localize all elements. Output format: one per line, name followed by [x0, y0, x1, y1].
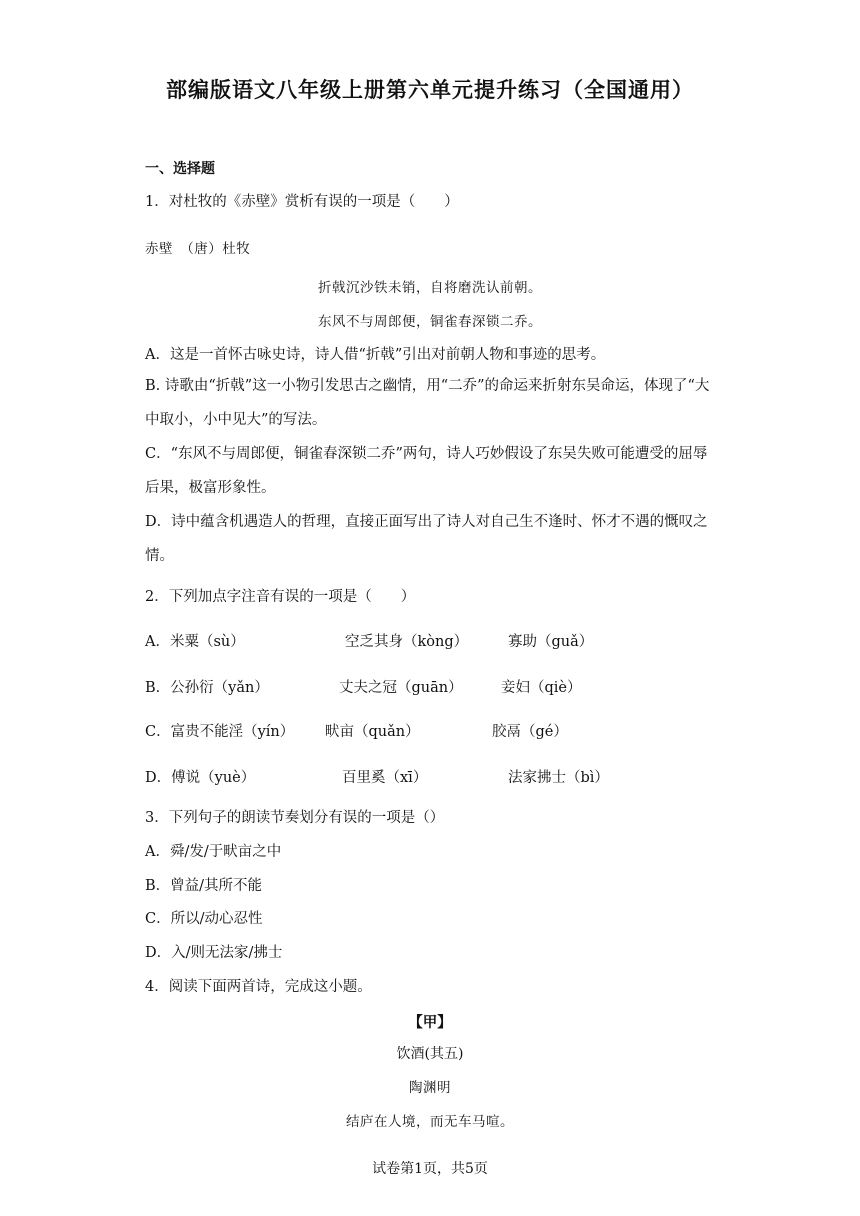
poem-title: 饮酒(其五): [396, 1046, 464, 1062]
q3-option-c: C．所以/动心忍性: [145, 911, 263, 927]
poem-line-1: 折戟沉沙铁未销，自将磨洗认前朝。: [318, 280, 542, 296]
q3-option-b: B．曾益/其所不能: [145, 878, 263, 894]
q1-option-a: A．这是一首怀古咏史诗，诗人借“折戟”引出对前朝人物和事迹的思考。: [145, 347, 606, 363]
q2-d-item-1: D．傅说（yuè）: [145, 770, 256, 786]
q1-option-c: C．“东风不与周郎便，铜雀春深锁二乔”两句，诗人巧妙假设了东吴失败可能遭受的屈辱后果，极富形象性。: [145, 446, 708, 496]
question-2-stem: 2．下列加点字注音有误的一项是（ ）: [145, 589, 416, 605]
poem-first-line: 结庐在人境，而无车马喧。: [346, 1114, 514, 1130]
q2-c-item-2: 畎亩（quǎn）: [325, 724, 420, 740]
section-heading: 一、选择题: [145, 161, 215, 177]
question-1-stem: 1．对杜牧的《赤壁》赏析有误的一项是（ ）: [145, 194, 459, 210]
q2-b-item-2: 丈夫之冠（guān）: [339, 680, 463, 696]
q2-b-item-3: 妾妇（qiè）: [501, 680, 582, 696]
q2-a-item-1: A．米粟（sù）: [145, 634, 245, 650]
question-4-stem: 4．阅读下面两首诗，完成这小题。: [145, 979, 372, 995]
q2-d-item-3: 法家拂士（bì）: [508, 770, 609, 786]
q2-b-item-1: B．公孙衍（yǎn）: [145, 680, 269, 696]
q2-a-item-2: 空乏其身（kòng）: [345, 634, 469, 650]
q3-option-d: D．入/则无法家/拂士: [145, 945, 283, 961]
poem-author: 陶渊明: [409, 1080, 451, 1096]
q2-c-item-1: C．富贵不能淫（yín）: [145, 724, 295, 740]
poem-label-jia: 【甲】: [408, 1014, 452, 1031]
page-footer: 试卷第1页，共5页: [372, 1161, 488, 1177]
poem-header: 赤壁 （唐）杜牧: [145, 241, 251, 257]
q1-option-b: B. 诗歌由“折戟”这一小物引发思古之幽情，用“二乔”的命运来折射东吴命运，体现了“大中取小，小中见大”的写法。: [145, 378, 710, 428]
q2-a-item-3: 寡助（guǎ）: [508, 634, 594, 650]
q1-option-d: D．诗中蕴含机遇造人的哲理，直接正面写出了诗人对自己生不逢时、怀才不遇的慨叹之情。: [145, 514, 708, 564]
q2-c-item-3: 胶鬲（gé）: [492, 724, 568, 740]
poem-line-2: 东风不与周郎便，铜雀春深锁二乔。: [318, 314, 542, 330]
page-title: 部编版语文八年级上册第六单元提升练习（全国通用）: [166, 78, 694, 102]
question-3-stem: 3．下列句子的朗读节奏划分有误的一项是（）: [145, 810, 445, 826]
q3-option-a: A．舜/发/于畎亩之中: [145, 844, 282, 860]
q2-d-item-2: 百里奚（xī）: [342, 770, 428, 786]
